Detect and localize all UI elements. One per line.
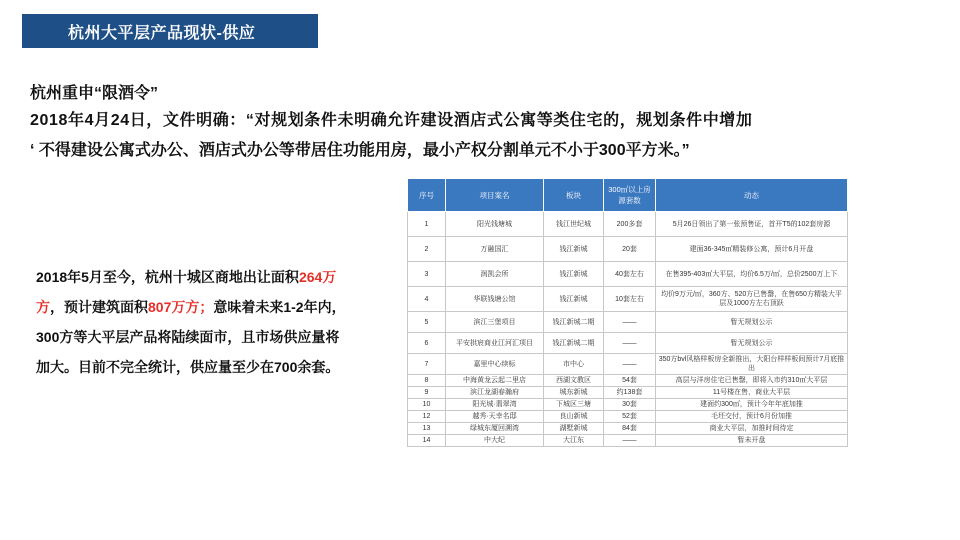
table-cell: 大江东	[544, 435, 604, 447]
table-cell: 4	[408, 287, 446, 312]
summary-text: 2018年5月至今，杭州十城区商地出让面积	[36, 269, 299, 285]
table-cell: 钱江新城	[544, 262, 604, 287]
table-cell: 2	[408, 237, 446, 262]
table-cell: 钱江新城	[544, 287, 604, 312]
table-cell: 11号楼在售，商业大平层	[656, 387, 848, 399]
table-cell: 钱江世纪城	[544, 212, 604, 237]
column-header: 项目案名	[446, 179, 544, 212]
table-cell: 84套	[604, 423, 656, 435]
table-cell: 均价9万元/㎡，360方、520方已售罄，在售650方精装大平层及1000方左右顶跃	[656, 287, 848, 312]
table-row	[408, 375, 848, 387]
table-cell: 暂无规划公示	[656, 333, 848, 354]
supply-table	[407, 178, 848, 447]
table-cell: 9	[408, 387, 446, 399]
table-cell: 3	[408, 262, 446, 287]
table-row	[408, 287, 848, 312]
table-cell: 商业大平层，加推时间待定	[656, 423, 848, 435]
table-cell: 6	[408, 333, 446, 354]
table-cell: 华联钱塘公馆	[446, 287, 544, 312]
column-header: 300㎡以上房源套数	[604, 179, 656, 212]
column-header: 动态	[656, 179, 848, 212]
supply-table-container	[407, 178, 847, 482]
table-cell: 良山新城	[544, 411, 604, 423]
table-row	[408, 411, 848, 423]
table-cell: 5	[408, 312, 446, 333]
table-cell: ——	[604, 435, 656, 447]
table-header-row	[408, 179, 848, 212]
table-cell: 8	[408, 375, 446, 387]
policy-line-2: ‘ 不得建设公寓式办公、酒店式办公等带居住功能用房，最小产权分割单元不小于300平方米。”	[30, 142, 690, 159]
section-heading: 杭州重申“限酒令”	[30, 85, 159, 102]
table-cell: 西湖文教区	[544, 375, 604, 387]
table-cell: 润凯会所	[446, 262, 544, 287]
table-cell: ——	[604, 333, 656, 354]
summary-text: 意味着未来1-2年内，	[213, 299, 346, 315]
table-cell: 阳光城·翡翠湾	[446, 399, 544, 411]
table-row	[408, 333, 848, 354]
supply-summary	[36, 262, 386, 382]
table-row	[408, 212, 848, 237]
table-cell: 阳光钱塘城	[446, 212, 544, 237]
table-cell: 建面约300㎡，预计今年年底加推	[656, 399, 848, 411]
table-cell: 滨江三堡项目	[446, 312, 544, 333]
table-cell: 滨江龙湖春瀚府	[446, 387, 544, 399]
table-cell: 建面36-345㎡精装修公寓，预计6月开盘	[656, 237, 848, 262]
table-cell: 湖墅新城	[544, 423, 604, 435]
table-cell: 钱江新城二期	[544, 312, 604, 333]
table-cell: 30套	[604, 399, 656, 411]
table-body	[408, 212, 848, 447]
table-cell: 12	[408, 411, 446, 423]
column-header: 序号	[408, 179, 446, 212]
summary-line-4: 加大。目前不完全统计，供应量至少在700余套。	[36, 359, 340, 375]
summary-text: ，预计建筑面积	[50, 299, 148, 315]
table-cell: 7	[408, 354, 446, 375]
table-cell: 5月26日领出了第一张预售证，首开T5的102套房源	[656, 212, 848, 237]
table-cell: 越秀·天幸名邸	[446, 411, 544, 423]
summary-line-1	[36, 262, 386, 292]
summary-highlight: 264万	[298, 269, 337, 285]
table-cell: 13	[408, 423, 446, 435]
table-cell: 下城区三塘	[544, 399, 604, 411]
table-cell: 在售395-403㎡大平层，均价6.5万/㎡，总价2500万上下	[656, 262, 848, 287]
table-cell: 52套	[604, 411, 656, 423]
table-cell: 市中心	[544, 354, 604, 375]
summary-highlight: 方	[36, 299, 50, 315]
summary-highlight: 807万方；	[148, 299, 214, 315]
table-cell: 40套左右	[604, 262, 656, 287]
summary-line-2	[36, 292, 386, 322]
table-cell: 10套左右	[604, 287, 656, 312]
table-cell: 1	[408, 212, 446, 237]
table-cell: 钱江新城	[544, 237, 604, 262]
table-cell: 约138套	[604, 387, 656, 399]
page-title: 杭州大平层产品现状-供应	[68, 24, 256, 42]
table-cell: 暂无规划公示	[656, 312, 848, 333]
table-cell: 平安拱宸商业江河汇项目	[446, 333, 544, 354]
table-cell: 钱江新城二期	[544, 333, 604, 354]
policy-line-1: 2018年4月24日，文件明确：“对规划条件未明确允许建设酒店式公寓等类住宅的，规划条件中增加	[30, 112, 753, 129]
table-row	[408, 387, 848, 399]
table-row	[408, 312, 848, 333]
table-cell: 中大纪	[446, 435, 544, 447]
table-cell: 200多套	[604, 212, 656, 237]
table-row	[408, 423, 848, 435]
summary-line-3: 300方等大平层产品将陆续面市，且市场供应量将	[36, 329, 340, 345]
table-cell: 城东新城	[544, 387, 604, 399]
column-header: 板块	[544, 179, 604, 212]
policy-paragraph	[30, 106, 830, 166]
table-cell: 高层与洋房住宅已售罄，即将入市约310㎡大平层	[656, 375, 848, 387]
table-cell: 10	[408, 399, 446, 411]
table-cell: 中海黄龙云起二里店	[446, 375, 544, 387]
table-row	[408, 435, 848, 447]
table-cell: 毛坯交付，预计6月份加推	[656, 411, 848, 423]
table-cell: 绿城东厦回溯湾	[446, 423, 544, 435]
table-cell: 万融国汇	[446, 237, 544, 262]
title-bar	[22, 14, 318, 48]
table-cell: ——	[604, 354, 656, 375]
table-cell: 20套	[604, 237, 656, 262]
table-cell: 14	[408, 435, 446, 447]
table-row	[408, 399, 848, 411]
table-cell: 嘉里中心续标	[446, 354, 544, 375]
table-cell: 暂未开盘	[656, 435, 848, 447]
table-row	[408, 262, 848, 287]
table-cell: ——	[604, 312, 656, 333]
table-cell: 350方bvl风格样板房全新推出，大阳台样样板间预计7月底推出	[656, 354, 848, 375]
table-row	[408, 237, 848, 262]
table-cell: 54套	[604, 375, 656, 387]
table-row	[408, 354, 848, 375]
